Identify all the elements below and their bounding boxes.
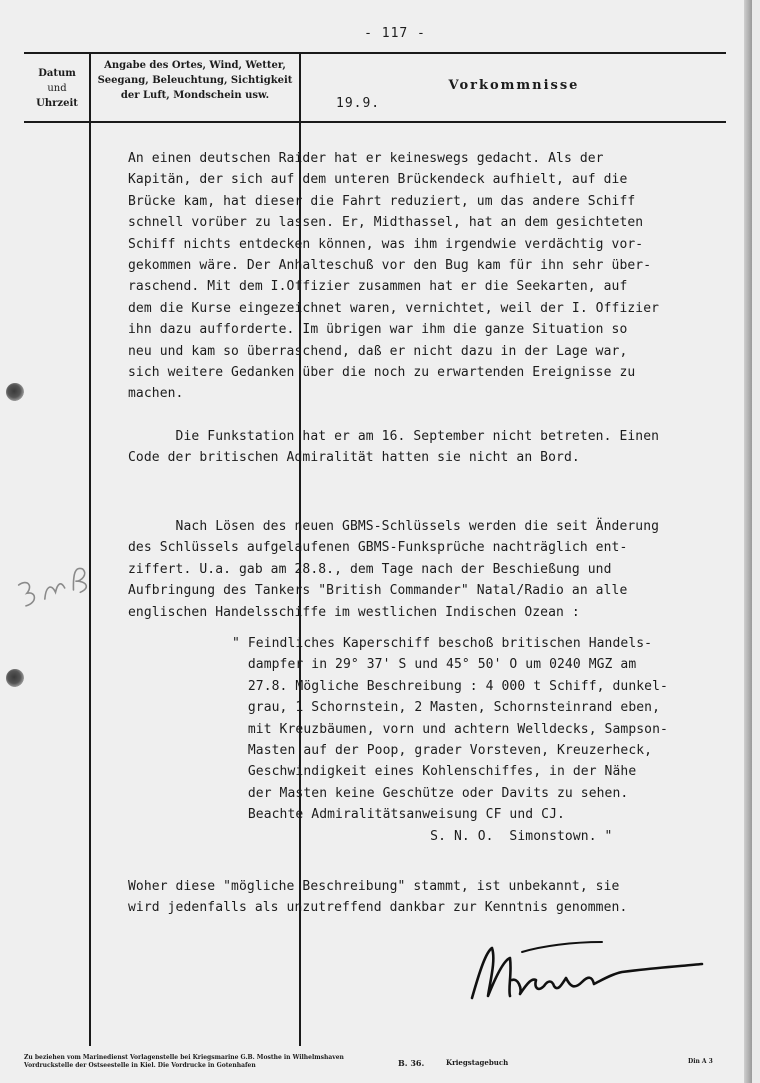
column-divider-date bbox=[89, 52, 91, 1046]
form-footer bbox=[24, 1054, 734, 1078]
header-date-line: und bbox=[47, 83, 67, 94]
footer-form-name: Kriegstagebuch bbox=[446, 1058, 509, 1067]
page-number: - 117 - bbox=[364, 26, 426, 41]
header-place-line: Seegang, Beleuchtung, Sichtigkeit bbox=[97, 75, 293, 86]
footer-form-number: B. 36. bbox=[398, 1058, 425, 1068]
header-date-column bbox=[26, 66, 88, 111]
header-place-column bbox=[92, 58, 298, 103]
punch-hole bbox=[6, 669, 24, 687]
punch-hole bbox=[6, 383, 24, 401]
header-place-line: der Luft, Mondschein usw. bbox=[120, 90, 270, 101]
paragraph-conclusion: Woher diese "mögliche Beschreibung" stammt, ist unbekannt, sie wird jedenfalls als unzutreffend dankbar zur Kenntnis genommen. bbox=[128, 879, 628, 916]
margin-pencil-note bbox=[12, 557, 99, 615]
header-date-line: Uhrzeit bbox=[36, 98, 78, 109]
date-entry: 19.9. bbox=[336, 96, 381, 111]
paragraph-radio-station: Die Funkstation hat er am 16. September nicht betreten. Einen Code der britischen Admiralität hatten sie nicht an Bord. bbox=[128, 429, 660, 466]
footer-printer-line: Zu beziehen vom Marinedienst Vorlagenstelle bei Kriegsmarine G.B. Mosthe in Wilhelmshaven bbox=[24, 1054, 344, 1061]
paragraph-interrogation: An einen deutschen Raider hat er keineswegs gedacht. Als der Kapitän, der sich auf dem unteren Brückendeck aufhielt, auf die Brücke kam, hat dieser die Fahrt reduziert, um das andere Schiff schnell vorüber zu lassen. Er, Midthassel, hat an dem gesichteten Schiff nichts entdecken können, was ihm irgendwie verdächtig vor- gekommen wäre. Der Anhalteschuß vor den Bug kam für ihn sehr über- raschend. Mit dem I.Offizier zusammen hat er die Seekarten, auf dem die Kurse eingezeichnet waren, vernichtet, weil der I. Offizier ihn dazu aufforderte. Im übrigen war ihm die ganze Situation so neu und kam so überraschend, daß er nicht dazu in der Lage war, sich weitere Gedanken über die noch zu erwartenden Ereignisse zu machen. bbox=[128, 151, 660, 402]
paragraph-decryption: Nach Lösen des neuen GBMS-Schlüssels werden die seit Änderung des Schlüssels aufgelaufenen GBMS-Funksprüche nachträglich ent- ziffert. U.a. gab am 28.8., dem Tage nach der Beschießung und Aufbringung des Tankers "British Commander" Natal/Radio an alle englischen Handelsschiffe im westlichen Indischen Ozean : bbox=[128, 519, 660, 620]
signature bbox=[462, 930, 712, 1010]
header-events-column: Vorkommnisse bbox=[448, 78, 580, 93]
quoted-radio-message: " Feindliches Kaperschiff beschoß britischen Handels- dampfer in 29° 37' S und 45° 50' O um 0240 MGZ am 27.8. Mögliche Beschreibung : 4 000 t Schiff, dunkel- grau, 1 Schornstein, 2 Masten, Schornsteinrand eben, mit Kreuzbäumen, vorn und achtern Welldecks, Sampson- Masten auf der Poop, grader Vorsteven, Kreuzerheck, Geschwindigkeit eines Kohlenschiffes, in der Nähe der Masten keine Geschütze oder Davits zu sehen. Beachte Admiralitätsanweisung CF und CJ. S. N. O. Simonstown. " bbox=[232, 636, 668, 844]
footer-printer-line: Vordruckstelle der Ostseestelle in Kiel. Die Vordrucke in Gotenhafen bbox=[24, 1062, 256, 1069]
footer-printer-note bbox=[24, 1054, 374, 1070]
header-bottom-rule bbox=[24, 121, 726, 123]
footer-paper-format: Din A 3 bbox=[688, 1058, 713, 1065]
header-top-rule bbox=[24, 52, 726, 54]
header-place-line: Angabe des Ortes, Wind, Wetter, bbox=[104, 60, 286, 71]
header-date-line: Datum bbox=[38, 68, 76, 79]
